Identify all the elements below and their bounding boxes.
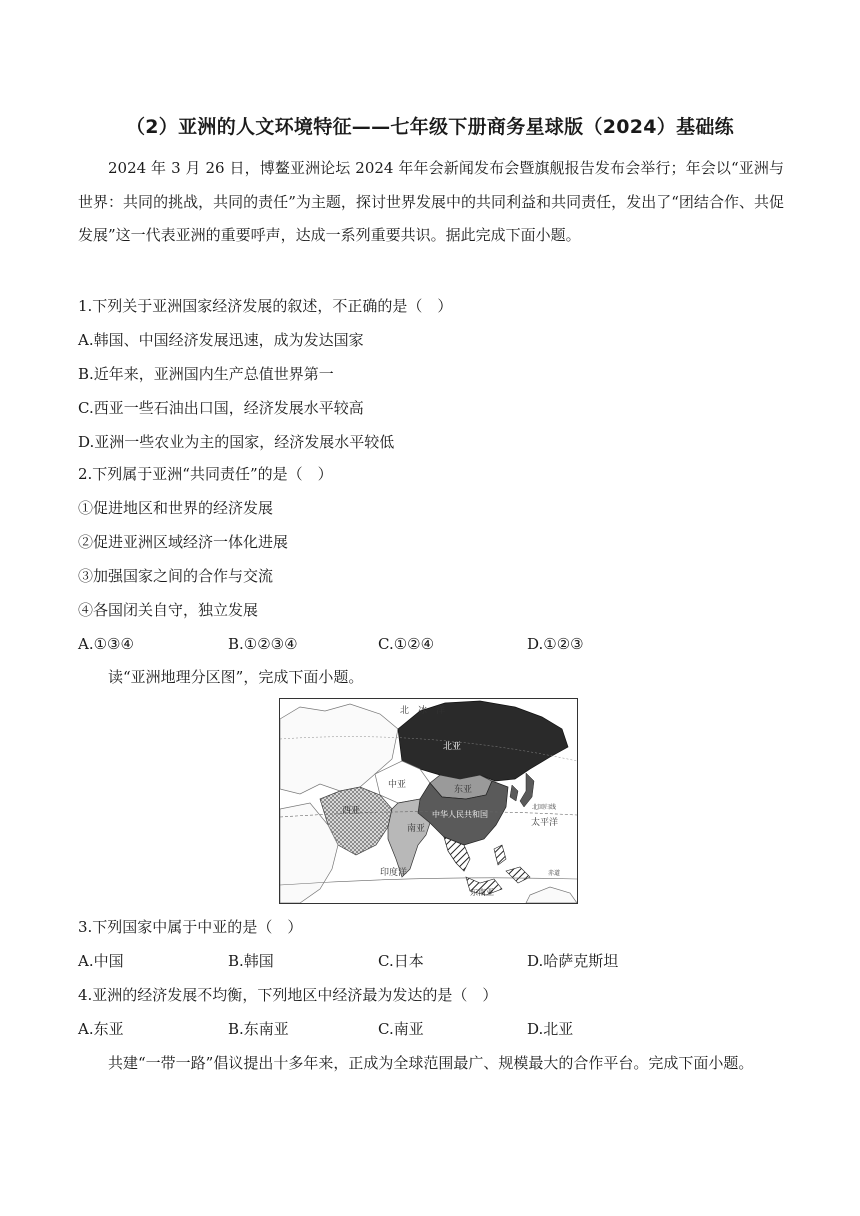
q4-option-b: B.东南亚 (228, 1020, 289, 1038)
q1-option-b: B.近年来，亚洲国内生产总值世界第一 (78, 365, 334, 383)
q3-stem: 3.下列国家中属于中亚的是（ ） (78, 918, 303, 936)
asia-region-map-drawing (280, 699, 577, 903)
map-label-central-asia: 中亚 (388, 780, 407, 790)
southeast-asia-islands-east (506, 867, 530, 883)
map-label-north-asia: 北亚 (443, 742, 462, 752)
q2-stem: 2.下列属于亚洲“共同责任”的是（ ） (78, 465, 333, 483)
q1-option-c: C.西亚一些石油出口国，经济发展水平较高 (78, 399, 364, 417)
q3-option-a: A.中国 (78, 952, 124, 970)
q4-option-a: A.东亚 (78, 1020, 124, 1038)
australia-landmass (526, 887, 577, 903)
map-label-east-asia: 东亚 (454, 785, 473, 795)
korea-landmass (510, 785, 518, 801)
q4-option-c: C.南亚 (378, 1020, 424, 1038)
philippines-landmass (494, 845, 506, 865)
q1-option-d: D.亚洲一些农业为主的国家，经济发展水平较低 (78, 433, 395, 451)
japan-landmass (520, 773, 534, 807)
q3-option-b: B.韩国 (228, 952, 274, 970)
map-label-southeast-asia: 东南亚 (470, 888, 494, 897)
q3-option-d: D.哈萨克斯坦 (527, 952, 619, 970)
q2-item-1: ①促进地区和世界的经济发展 (78, 499, 274, 517)
map-label-arctic-ocean: 北 冰 洋 (400, 706, 446, 716)
q2-option-b: B.①②③④ (228, 635, 298, 653)
map-label-tropic: 北回归线 (532, 804, 557, 811)
q1-stem: 1.下列关于亚洲国家经济发展的叙述，不正确的是（ ） (78, 297, 453, 315)
q2-item-4: ④各国闭关自守，独立发展 (78, 601, 259, 619)
q3-option-c: C.日本 (378, 952, 424, 970)
q1-option-a: A.韩国、中国经济发展迅速，成为发达国家 (78, 331, 364, 349)
asia-region-map (279, 698, 578, 904)
map-label-pacific-ocean: 太平洋 (531, 818, 559, 828)
q2-option-a: A.①③④ (78, 635, 134, 653)
q2-item-2: ②促进亚洲区域经济一体化进展 (78, 533, 289, 551)
q2-item-3: ③加强国家之间的合作与交流 (78, 567, 274, 585)
map-label-china: 中华人民共和国 (432, 810, 488, 819)
map-label-west-asia: 西亚 (342, 806, 361, 816)
outro-paragraph: 共建“一带一路”倡议提出十多年来，正成为全球范围最广、规模最大的合作平台。完成下面小题。 (108, 1054, 754, 1072)
map-label-equator: 赤道 (548, 870, 561, 877)
q4-option-d: D.北亚 (527, 1020, 574, 1038)
q2-option-d: D.①②③ (527, 635, 584, 653)
map-label-south-asia: 南亚 (407, 824, 426, 834)
document-title: （2）亚洲的人文环境特征——七年级下册商务星球版（2024）基础练 (125, 116, 734, 138)
map-label-indian-ocean: 印度洋 (380, 868, 408, 878)
q2-option-c: C.①②④ (378, 635, 435, 653)
map-intro: 读“亚洲地理分区图”，完成下面小题。 (108, 668, 364, 686)
q4-stem: 4.亚洲的经济发展不均衡，下列地区中经济最为发达的是（ ） (78, 986, 498, 1004)
intro-paragraph: 2024 年 3 月 26 日，博鳌亚洲论坛 2024 年年会新闻发布会暨旗舰报告发布会举行；年会以“亚洲与世界：共同的挑战，共同的责任”为主题，探讨世界发展中的共同利益和共同责任，发出了“团结合作、共促发展”这一代表亚洲的重要呼声，达成一系列重要共识。据此完成下面小题。 (78, 159, 784, 244)
